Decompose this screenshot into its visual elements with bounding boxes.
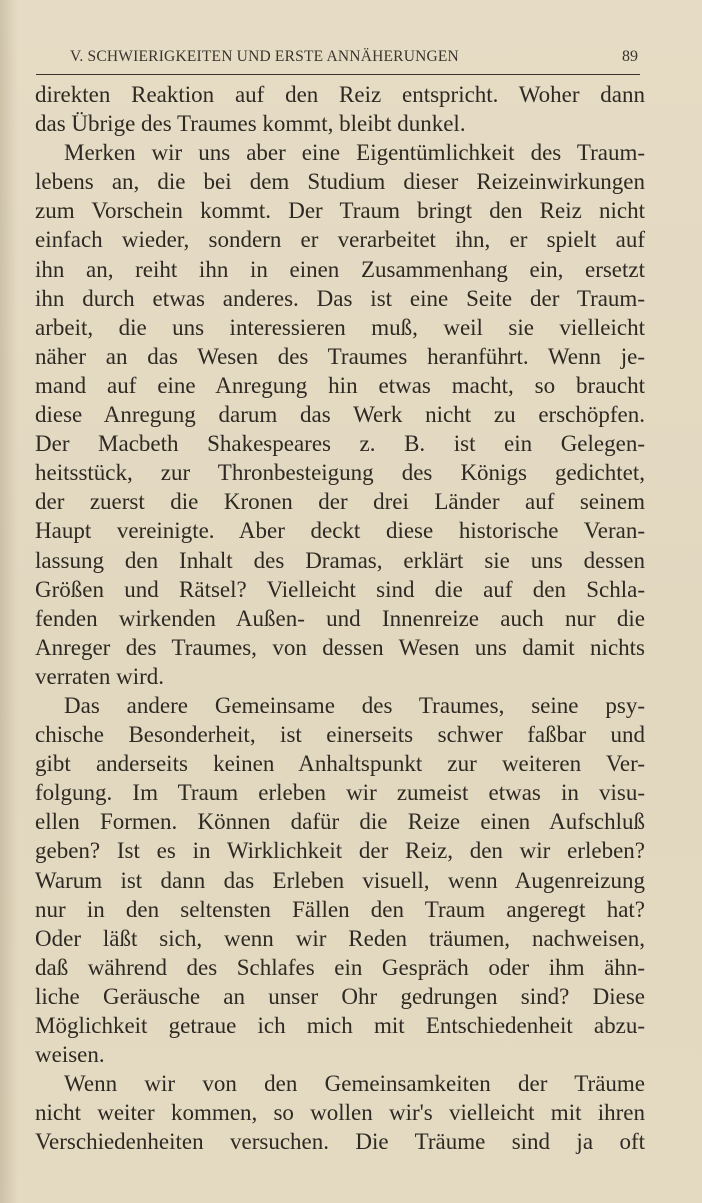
text-line: verraten wird. bbox=[35, 663, 164, 689]
text-line: ellen Formen. Können dafür die Reize einen Aufschluß bbox=[35, 809, 645, 835]
text-line: diese Anregung darum das Werk nicht zu erschöpfen. bbox=[35, 402, 645, 428]
text-line: Der Macbeth Shakespeares z. B. ist ein Gelegen- bbox=[35, 431, 645, 457]
text-line: Haupt vereinigte. Aber deckt diese historische Veran- bbox=[35, 518, 645, 544]
text-line: heitsstück, zur Thronbesteigung des Königs gedichtet, bbox=[35, 460, 645, 486]
text-line: ihn durch etwas anderes. Das ist eine Seite der Traum- bbox=[35, 285, 645, 311]
text-line: näher an das Wesen des Traumes heranführt. Wenn je- bbox=[35, 343, 645, 369]
text-line: Verschiedenheiten versuchen. Die Träume sind ja oft bbox=[35, 1129, 645, 1155]
text-line: ihn an, reiht ihn in einen Zusammenhang ein, ersetzt bbox=[35, 256, 645, 282]
page-header bbox=[36, 44, 640, 75]
text-line: nur in den seltensten Fällen den Traum angeregt hat? bbox=[35, 896, 645, 922]
text-line: arbeit, die uns interessieren muß, weil sie vielleicht bbox=[35, 314, 645, 340]
text-line: Anreger des Traumes, von dessen Wesen uns damit nichts bbox=[35, 634, 645, 660]
text-line: Größen und Rätsel? Vielleicht sind die auf den Schla- bbox=[35, 576, 645, 602]
text-line: fenden wirkenden Außen- und Innenreize auch nur die bbox=[35, 605, 645, 631]
page-number: 89 bbox=[622, 48, 638, 65]
spine-shadow bbox=[0, 0, 18, 1203]
text-line: weisen. bbox=[35, 1042, 105, 1068]
text-line: Wenn wir von den Gemeinsamkeiten der Träume bbox=[64, 1071, 645, 1097]
text-line: gibt anderseits keinen Anhaltspunkt zur weiteren Ver- bbox=[35, 751, 645, 777]
text-line: nicht weiter kommen, so wollen wir's vielleicht mit ihren bbox=[35, 1100, 645, 1126]
text-line: liche Geräusche an unser Ohr gedrungen sind? Diese bbox=[35, 983, 645, 1009]
text-line: Möglichkeit getraue ich mich mit Entschiedenheit abzu- bbox=[35, 1013, 645, 1038]
text-line: chische Besonderheit, ist einerseits schwer faßbar und bbox=[35, 722, 645, 748]
text-line: daß während des Schlafes ein Gespräch oder ihm ähn- bbox=[35, 954, 645, 980]
text-line: Das andere Gemeinsame des Traumes, seine psy- bbox=[64, 692, 645, 718]
text-line: lebens an, die bei dem Studium dieser Reizeinwirkungen bbox=[35, 169, 645, 195]
text-line: Oder läßt sich, wenn wir Reden träumen, nachweisen, bbox=[35, 925, 645, 951]
text-line: Merken wir uns aber eine Eigentümlichkeit des Traum- bbox=[64, 140, 645, 166]
text-line: zum Vorschein kommt. Der Traum bringt den Reiz nicht bbox=[35, 198, 645, 224]
text-line: mand auf eine Anregung hin etwas macht, so braucht bbox=[35, 372, 645, 398]
body-text bbox=[35, 80, 645, 1156]
text-line: lassung den Inhalt des Dramas, erklärt sie uns dessen bbox=[35, 547, 645, 573]
text-line: folgung. Im Traum erleben wir zumeist etwas in visu- bbox=[35, 780, 645, 806]
running-head: V. SCHWIERIGKEITEN UND ERSTE ANNÄHERUNGEN bbox=[70, 48, 459, 65]
text-line: das Übrige des Traumes kommt, bleibt dunkel. bbox=[35, 111, 466, 137]
text-line: direkten Reaktion auf den Reiz entspricht. Woher dann bbox=[35, 82, 645, 107]
text-line: geben? Ist es in Wirklichkeit der Reiz, den wir erleben? bbox=[35, 838, 645, 864]
text-line: einfach wieder, sondern er verarbeitet ihn, er spielt auf bbox=[35, 227, 645, 253]
text-line: der zuerst die Kronen der drei Länder auf seinem bbox=[35, 489, 645, 515]
text-line: Warum ist dann das Erleben visuell, wenn Augenreizung bbox=[35, 867, 645, 893]
